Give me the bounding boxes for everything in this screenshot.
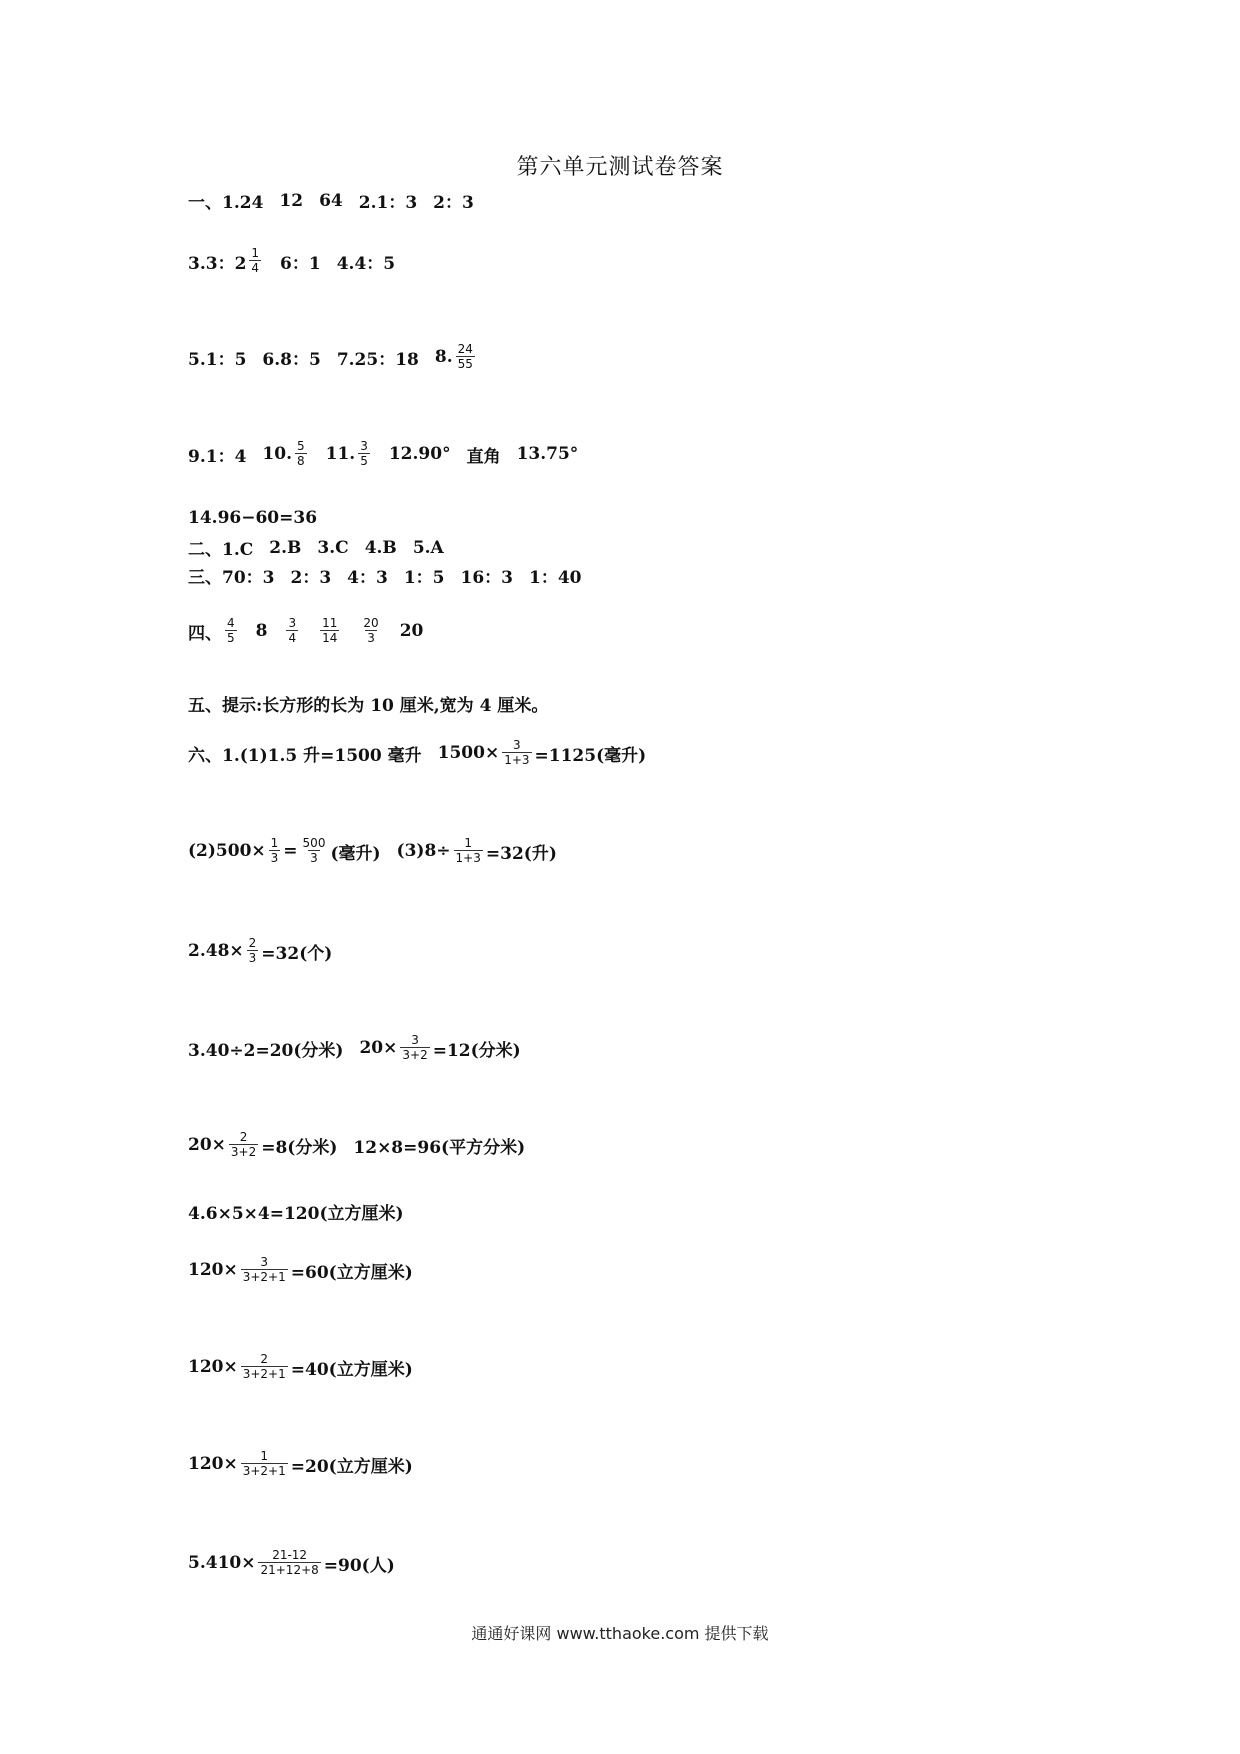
answer-result: =90(人) xyxy=(323,1555,395,1576)
fraction-denominator: 3+2+1 xyxy=(242,1367,286,1382)
answer-segment xyxy=(365,538,397,558)
fraction-denominator: 3 xyxy=(248,951,257,966)
answer-result: =32(升) xyxy=(485,843,557,864)
fraction xyxy=(241,1450,288,1478)
answer-segment xyxy=(347,563,388,588)
answer-text: 四、 xyxy=(188,623,222,644)
answer-text: 11. xyxy=(325,444,356,465)
answer-text: 13.75° xyxy=(516,444,579,465)
answer-line xyxy=(188,535,444,560)
answer-text: 10. xyxy=(262,444,292,465)
answer-segment xyxy=(279,191,303,211)
answer-text: 2：3 xyxy=(433,193,474,213)
answer-segment xyxy=(188,188,263,213)
answer-line xyxy=(188,617,423,645)
answer-line xyxy=(188,563,582,588)
fraction xyxy=(301,837,328,865)
answer-text: 5.A xyxy=(412,537,444,558)
fraction xyxy=(249,247,261,275)
answer-line xyxy=(188,739,646,767)
fraction-denominator: 1+3 xyxy=(504,753,530,768)
answer-text: 3.C xyxy=(317,537,349,558)
answer-segment xyxy=(188,837,381,865)
answer-result: =8(分米) xyxy=(261,1137,338,1158)
answer-line xyxy=(188,691,548,716)
answer-segment xyxy=(317,538,348,558)
answer-line xyxy=(188,247,395,275)
fraction-denominator: 14 xyxy=(322,631,338,646)
answer-segment xyxy=(291,563,332,588)
answer-segment xyxy=(337,249,395,274)
answer-segment xyxy=(438,739,647,767)
answer-result: =40(立方厘米) xyxy=(290,1359,413,1380)
fraction-denominator: 3 xyxy=(367,631,375,646)
answer-text: 8 xyxy=(255,621,268,642)
answer-text: 6：1 xyxy=(280,253,321,274)
answer-text: 一、1.24 xyxy=(188,193,264,213)
answer-text: 2.48× xyxy=(188,941,244,962)
answer-segment xyxy=(461,563,514,588)
answer-text: 1：40 xyxy=(529,568,582,588)
fraction-numerator: 1 xyxy=(270,836,279,850)
answer-text: 直角 xyxy=(466,446,501,467)
answer-segment xyxy=(389,444,451,464)
answer-text: 8. xyxy=(434,347,453,368)
page-title: 第六单元测试卷答案 xyxy=(516,155,724,180)
answer-line xyxy=(188,1256,413,1284)
fraction xyxy=(286,617,298,645)
answer-text: 5.1：5 xyxy=(188,349,247,370)
answer-text: 9.1：4 xyxy=(188,446,247,467)
answer-segment xyxy=(188,691,548,716)
answer-segment xyxy=(188,442,246,467)
fraction xyxy=(400,1034,429,1062)
answer-text: 20× xyxy=(188,1135,226,1156)
answer-segment xyxy=(262,345,320,370)
answer-line xyxy=(188,1034,521,1062)
fraction-denominator: 4 xyxy=(288,631,297,646)
answer-segment xyxy=(256,621,268,641)
fraction-denominator: 21+12+8 xyxy=(260,1563,319,1578)
answer-line xyxy=(188,1450,413,1478)
answer-segment xyxy=(188,563,275,588)
answer-result: =60(立方厘米) xyxy=(290,1262,413,1283)
fraction-numerator: 3 xyxy=(260,1255,269,1269)
fraction-numerator: 1 xyxy=(464,836,473,850)
fraction-numerator: 2 xyxy=(239,1130,248,1144)
answer-text: 三、70：3 xyxy=(188,568,275,588)
answer-segment xyxy=(467,442,501,467)
answer-result: = xyxy=(283,841,298,862)
footer-source: 通通好课网 www.tthaoke.com 提供下载 xyxy=(471,1624,769,1643)
answer-text: 12 xyxy=(279,190,304,211)
fraction xyxy=(361,617,380,645)
fraction-numerator: 1 xyxy=(260,1449,269,1463)
fraction-denominator: 3 xyxy=(270,851,279,866)
fraction-denominator: 3+2 xyxy=(402,1048,428,1063)
fraction-denominator: 3+2+1 xyxy=(242,1464,286,1479)
answer-text: 3.3：2 xyxy=(188,253,247,274)
answer-result: =32(个) xyxy=(261,943,333,964)
answer-segment xyxy=(188,508,317,528)
answer-line xyxy=(188,508,317,528)
answer-segment xyxy=(435,343,478,371)
answer-segment xyxy=(404,563,445,588)
answer-text: 14.96−60=36 xyxy=(188,508,318,528)
answer-line xyxy=(188,1131,525,1159)
fraction-numerator: 2 xyxy=(248,936,257,950)
fraction-numerator: 21-12 xyxy=(272,1548,308,1562)
answer-segment xyxy=(319,191,343,211)
answer-line xyxy=(188,1549,395,1577)
answer-segment xyxy=(326,440,373,468)
answer-segment xyxy=(188,535,253,560)
fraction-numerator: 3 xyxy=(288,616,297,630)
answer-segment xyxy=(400,621,424,641)
answer-text: 5.410× xyxy=(188,1553,256,1574)
answer-text: (3)8÷ xyxy=(396,841,451,862)
fraction-numerator: 3 xyxy=(360,439,368,453)
fraction xyxy=(269,837,281,865)
fraction xyxy=(247,937,259,965)
answer-text: 五、提示:长方形的长为 10 厘米,宽为 4 厘米。 xyxy=(188,696,549,716)
answer-segment xyxy=(188,247,264,275)
answer-text: 二、1.C xyxy=(188,540,254,560)
fraction-numerator: 3 xyxy=(513,738,521,752)
answer-segment xyxy=(188,1450,413,1478)
answer-unit: (毫升) xyxy=(330,843,381,864)
answer-text: 1：5 xyxy=(403,568,445,588)
fraction xyxy=(320,617,339,645)
answer-segment xyxy=(188,1549,395,1577)
fraction-numerator: 2 xyxy=(260,1352,269,1366)
fraction xyxy=(295,440,307,468)
fraction xyxy=(258,1549,320,1577)
answer-line xyxy=(188,837,557,865)
answer-segment xyxy=(188,1199,404,1224)
fraction-denominator: 3+2+1 xyxy=(242,1270,286,1285)
fraction-denominator: 55 xyxy=(457,357,473,372)
answer-segment xyxy=(317,617,342,645)
fraction-denominator: 8 xyxy=(296,454,305,469)
answer-segment xyxy=(280,249,321,274)
answer-text: 六、1.(1)1.5 升=1500 毫升 xyxy=(188,745,422,766)
answer-text: 4.4：5 xyxy=(336,253,396,274)
answer-text: 4.6×5×4=120(立方厘米) xyxy=(188,1204,404,1224)
answer-segment xyxy=(262,440,309,468)
fraction-numerator: 500 xyxy=(302,836,326,850)
answer-text: 64 xyxy=(319,190,343,211)
fraction xyxy=(225,617,237,645)
fraction xyxy=(502,739,531,767)
answer-segment xyxy=(529,563,582,588)
fraction-numerator: 24 xyxy=(457,342,473,356)
answer-text: 4：3 xyxy=(347,568,388,588)
answer-text: (2)500× xyxy=(188,841,266,862)
answer-text: 20× xyxy=(359,1038,398,1059)
fraction xyxy=(229,1131,258,1159)
answer-result: =12(分米) xyxy=(432,1040,521,1061)
answer-segment xyxy=(188,345,246,370)
fraction-denominator: 5 xyxy=(360,454,368,469)
fraction-numerator: 11 xyxy=(322,616,338,630)
answer-line xyxy=(188,937,332,965)
answer-text: 12.90° xyxy=(388,444,451,465)
fraction-denominator: 4 xyxy=(251,261,260,276)
answer-segment xyxy=(353,1133,525,1158)
answer-text: 4.B xyxy=(364,537,397,558)
fraction-denominator: 5 xyxy=(227,631,235,646)
answer-text: 120× xyxy=(188,1357,238,1378)
answer-text: 1500× xyxy=(437,743,500,764)
answer-segment xyxy=(359,188,417,213)
answer-text: 3.40÷2=20(分米) xyxy=(188,1040,344,1061)
fraction-numerator: 3 xyxy=(411,1033,419,1047)
answer-segment xyxy=(188,937,332,965)
answer-text: 120× xyxy=(188,1454,238,1475)
answer-segment xyxy=(358,617,383,645)
fraction-numerator: 5 xyxy=(296,439,305,453)
fraction-numerator: 1 xyxy=(251,246,260,260)
answer-segment xyxy=(413,538,444,558)
answer-text: 20 xyxy=(399,621,424,642)
answer-text: 2.1：3 xyxy=(358,193,418,213)
answer-line xyxy=(188,1353,413,1381)
answer-segment xyxy=(337,345,419,370)
answer-line xyxy=(188,188,474,213)
fraction xyxy=(241,1353,288,1381)
answer-text: 16：3 xyxy=(460,568,514,588)
answer-segment xyxy=(188,1036,343,1061)
fraction-numerator: 20 xyxy=(363,616,379,630)
answer-segment xyxy=(188,741,422,766)
answer-segment xyxy=(397,837,557,865)
answer-segment xyxy=(517,444,579,464)
answer-text: 120× xyxy=(188,1260,238,1281)
answer-segment xyxy=(433,188,474,213)
answer-result: =1125(毫升) xyxy=(534,745,647,766)
answer-segment xyxy=(269,538,301,558)
fraction-denominator: 3+2 xyxy=(230,1145,257,1160)
fraction xyxy=(454,837,483,865)
answer-text: 7.25：18 xyxy=(336,349,419,370)
fraction-denominator: 1+3 xyxy=(455,851,481,866)
answer-text: 2：3 xyxy=(290,568,332,588)
answer-segment xyxy=(188,1256,413,1284)
answer-segment xyxy=(188,617,240,645)
answer-text: 6.8：5 xyxy=(262,349,321,370)
answer-segment xyxy=(188,1131,337,1159)
answer-text: 2.B xyxy=(269,537,302,558)
answer-line xyxy=(188,343,478,371)
answer-line xyxy=(188,440,578,468)
fraction xyxy=(456,343,475,371)
answer-segment xyxy=(359,1034,520,1062)
fraction xyxy=(358,440,370,468)
answer-line xyxy=(188,1199,404,1224)
fraction-denominator: 3 xyxy=(310,851,318,866)
answer-segment xyxy=(283,617,301,645)
answer-result: =20(立方厘米) xyxy=(290,1456,413,1477)
answer-segment xyxy=(188,1353,413,1381)
fraction xyxy=(241,1256,288,1284)
answer-text: 12×8=96(平方分米) xyxy=(353,1137,526,1158)
fraction-numerator: 4 xyxy=(227,616,235,630)
